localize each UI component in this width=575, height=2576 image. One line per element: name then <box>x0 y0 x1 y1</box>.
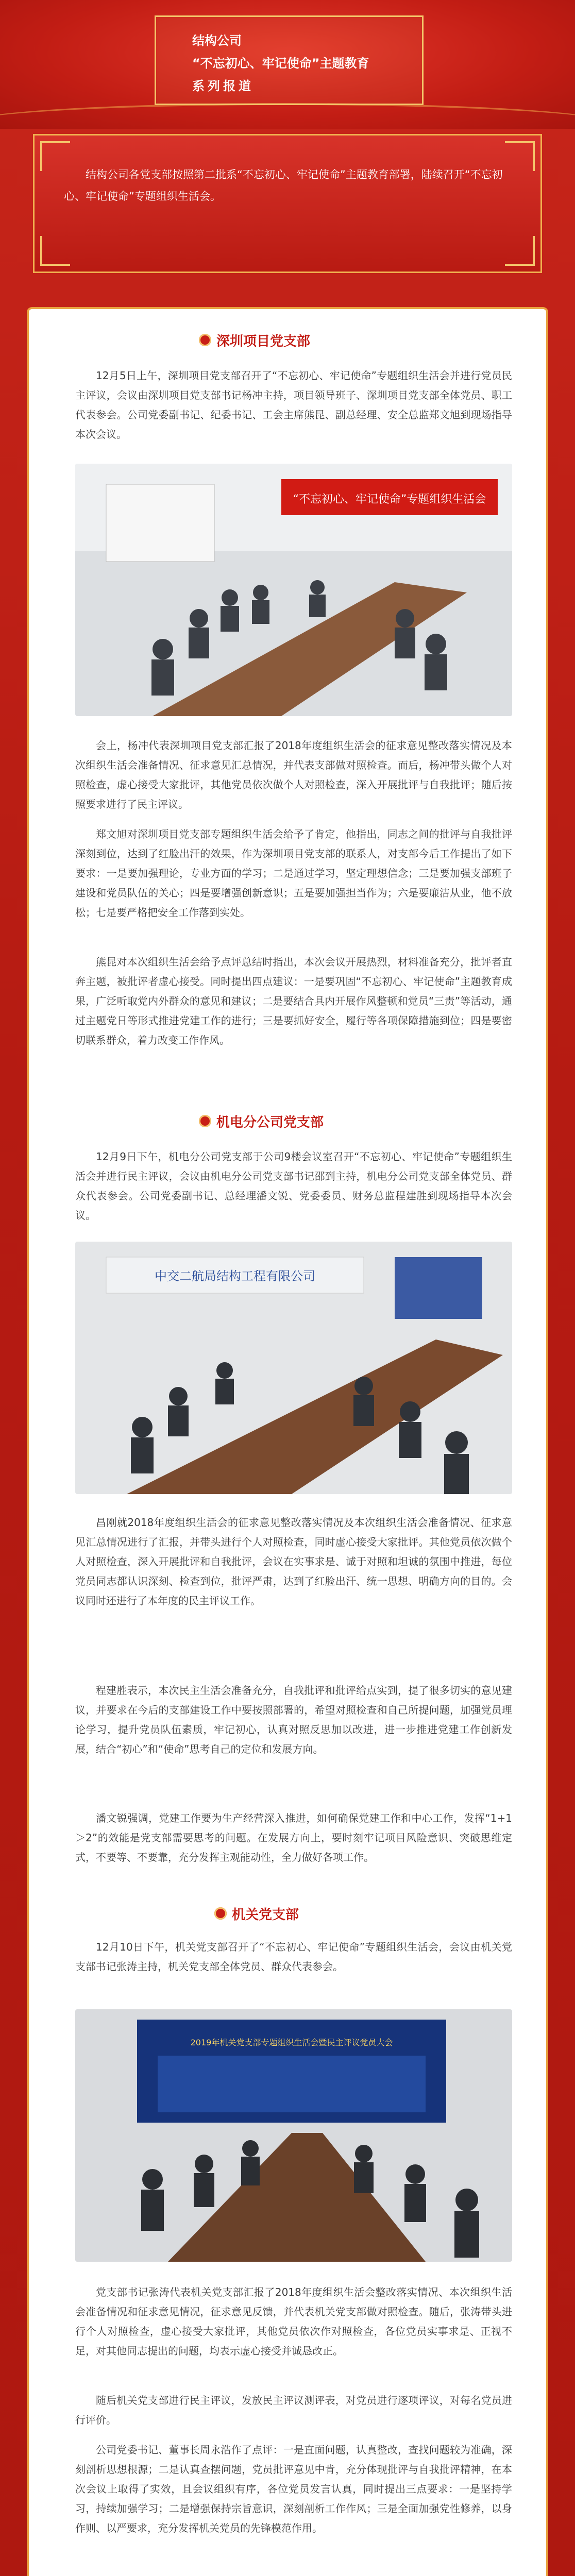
paragraph: 党支部书记张涛代表机关党支部汇报了2018年度组织生活会整改落实情况、本次组织生活会准备情况和征求意见情况，征求意见反馈，并代表机关党支部做对照检查。随后，张涛带头进行个人对照检查，虚心接受大家批评，其他党员依次作对照检查，各位党员实事求是、正视不足，对其他同志提出的问题，均表示虚心接受并诚恳改正。 <box>75 2286 512 2357</box>
corner-decor <box>505 236 535 266</box>
paragraph: 郑文旭对深圳项目党支部专题组织生活会给予了肯定，他指出，同志之间的批评与自我批评深刻到位，达到了红脸出汗的效果，作为深圳项目党支部的联系人，对支部今后工作提出了如下要求：一是要加强理论，专业方面的学习；二是通过学习，坚定理想信念；三是要加强支部班子建设和党员队伍的关心；四是要增强创新意识；五是要加强担当作为；六是要廉洁从业，他不放松；七是要严格把安全工作落到实处。 <box>75 828 512 919</box>
paragraph: 熊昆对本次组织生活会给予点评总结时指出，本次会议开展热烈，材料准备充分，批评者直奔主题，被批评者虚心接受。同时提出四点建议：一是要巩固“不忘初心、牢记使命”主题教育成果，广泛听取党内外群众的意见和建议；二是要结合具内开展作风整顿和党员“三责”等活动，通过主题党日等形式推进党建工作的进行；三是要抓好安全，履行等各项保障措施到位；四是要密切联系群众，着力改变工作作风。 <box>75 956 512 1046</box>
meeting-photo <box>75 2009 512 2262</box>
content-card <box>29 309 546 2576</box>
paragraph: 公司党委书记、董事长周永浩作了点评：一是直面问题，认真整改，查找问题较为准确，深刻剖析思想根源；二是认真查摆问题，党员批评意见中肯，充分体现批评与自我批评精神，在本次会议上取得了实效，且会议组织有序，各位党员发言认真，同时提出三点要求：一是坚持学习，持续加强学习；二是增强保持宗旨意识，深刻剖析工作作风；三是全面加强党性修养，以身作则、以严要求，充分发挥机关党员的先锋模范作用。 <box>75 2444 512 2534</box>
photo-banner-text: 2019年机关党支部专题组织生活会暨民主评议党员大会 <box>190 2038 393 2047</box>
section-title-jidian: 机电分公司党支部 <box>199 1111 324 1131</box>
paragraph: 会上，杨冲代表深圳项目党支部汇报了2018年度组织生活会的征求意见整改落实情况及本次组织生活会准备情况、征求意见汇总情况，并代表支部做对照检查。而后，杨冲带头做个人对照检查，虚心接受大家批评，其他党员依次做个人对照检查，深入开展批评与自我批评；随后按照要求进行了民主评议。 <box>75 739 512 810</box>
paragraph: 12月5日上午，深圳项目党支部召开了“不忘初心、牢记使命”专题组织生活会并进行党员民主评议，会议由深圳项目党支部书记杨冲主持，项目领导班子、深圳项目党支部全体党员、职工代表参会。公司党委副书记、纪委书记、工会主席熊昆、副总经理、安全总监郑文旭到现场指导本次会议。 <box>75 369 512 440</box>
paragraph: 随后机关党支部进行民主评议，发放民主评议测评表，对党员进行逐项评议，对每名党员进行评价。 <box>75 2394 512 2426</box>
corner-decor <box>40 236 70 266</box>
paragraph: 12月10日下午，机关党支部召开了“不忘初心、牢记使命”专题组织生活会，会议由机关党支部书记张涛主持，机关党支部全体党员、群众代表参会。 <box>75 1941 512 1973</box>
page-header <box>0 0 575 129</box>
paragraph: 程建胜表示，本次民主生活会准备充分，自我批评和批评给点实到，提了很多切实的意见建议，并要求在今后的支部建设工作中要按照部署的，希望对照检查和自己所提问题，加强党员理论学习，提升党员队伍素质，牢记初心，认真对照反思加以改进，进一步推进党建工作创新发展，结合“初心”和“使命”思考自己的定位和发展方向。 <box>75 1684 512 1755</box>
intro-card <box>33 134 542 273</box>
photo-banner-text: 中交二航局结构工程有限公司 <box>155 1269 315 1283</box>
paragraph: 12月9日下午，机电分公司党支部于公司9楼会议室召开“不忘初心、牢记使命”专题组织生活会并进行民主评议，会议由机电分公司党支部书记邵到主持，机电分公司党支部全体党员、群众代表参会。公司党委副书记、总经理潘文锐、党委委员、财务总监程建胜到现场指导本次会议。 <box>75 1150 512 1222</box>
section-title-jiguan: 机关党支部 <box>214 1903 299 1924</box>
intro-text: 结构公司各党支部按照第二批系“不忘初心、牢记使命”主题教育部署，陆续召开“不忘初心、牢记使命”专题组织生活会。 <box>64 168 503 202</box>
paragraph: 潘文锐强调，党建工作要为生产经营深入推进，如何确保党建工作和中心工作，发挥“1+1＞2”的效能是党支部需要思考的问题。在发展方向上，要时刻牢记项目风险意识、突破思维定式，不要等、不要靠，充分发挥主观能动性，全力做好各项工作。 <box>75 1812 512 1863</box>
header-line-theme: “不忘初心、牢记使命”主题教育 <box>192 56 369 71</box>
photo-banner-text: “不忘初心、牢记使命”专题组织生活会 <box>293 493 486 506</box>
header-title-box <box>155 15 424 105</box>
section-bullet-icon <box>199 1115 211 1127</box>
section-title-shenzhen: 深圳项目党支部 <box>199 330 310 350</box>
meeting-photo <box>75 464 512 716</box>
meeting-photo <box>75 1242 512 1494</box>
header-line-series: 系列报道 <box>192 79 254 93</box>
paragraph: 昌刚就2018年度组织生活会的征求意见整改落实情况及本次组织生活会准备情况、征求意见汇总情况进行了汇报，并带头进行个人对照检查，同时虚心接受大家批评。其他党员依次做个人对照检查，深入开展批评和自我批评，会议在实事求是、诚于对照和坦诚的氛围中推进，每位党员同志都认识深刻、检查到位，批评严肃，达到了红脸出汗、统一思想、明确方向的目的。会议同时还进行了本年度的民主评议工作。 <box>75 1516 512 1607</box>
section-bullet-icon <box>214 1907 227 1920</box>
header-line-company: 结构公司 <box>192 33 242 48</box>
section-bullet-icon <box>199 334 211 346</box>
